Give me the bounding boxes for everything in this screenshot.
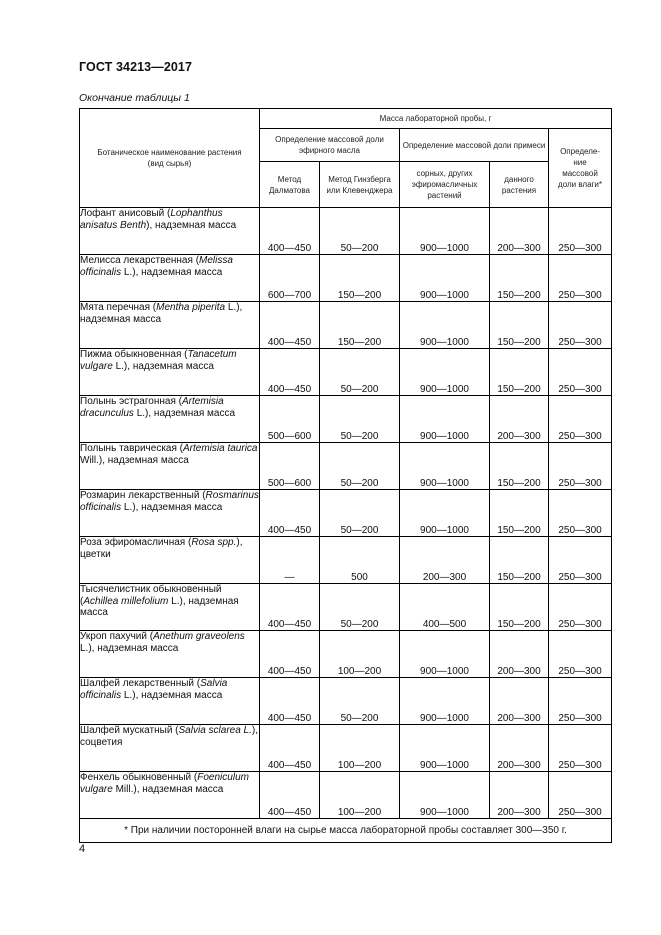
table-row (80, 490, 612, 537)
dalmatov-value: 400—450 (260, 725, 320, 772)
plant-name-text: Шалфей мускатный ( (80, 725, 179, 736)
plant-name-text: Укроп пахучий ( (80, 631, 154, 642)
plant-name-text: L.), надземная масса (133, 407, 236, 419)
same-plant-value: 150—200 (490, 302, 549, 349)
weed-impurity-value: 900—1000 (400, 208, 490, 255)
header-impurity: Определение массовой доли примеси (400, 129, 549, 162)
moisture-value: 250—300 (549, 349, 612, 396)
plant-name-cell (80, 396, 260, 443)
lab-sample-table (79, 108, 612, 843)
same-plant-value: 200—300 (490, 678, 549, 725)
table-row (80, 584, 612, 631)
table-row (80, 443, 612, 490)
weed-impurity-value: 900—1000 (400, 302, 490, 349)
moisture-value: 250—300 (549, 255, 612, 302)
dalmatov-value: 400—450 (260, 772, 320, 819)
plant-name-text: ), надземная масса (146, 219, 237, 231)
same-plant-value: 200—300 (490, 208, 549, 255)
same-plant-value: 150—200 (490, 443, 549, 490)
plant-name-cell (80, 255, 260, 302)
ginsberg-value: 50—200 (320, 490, 400, 537)
plant-name-cell (80, 631, 260, 678)
table-row (80, 208, 612, 255)
table-row (80, 631, 612, 678)
ginsberg-value: 100—200 (320, 631, 400, 678)
plant-name-text: ), цветки (80, 537, 243, 560)
weed-impurity-value: 900—1000 (400, 725, 490, 772)
plant-name-text: L.), надземная масса (80, 595, 239, 618)
plant-name-text: L.), надземная масса (121, 266, 223, 278)
plant-name-text: Розмарин лекарственный ( (80, 490, 206, 501)
latin-name: Salvia officinalis (80, 678, 228, 701)
header-sample-mass: Массa лабораторной пробы, г (260, 109, 612, 129)
same-plant-value: 200—300 (490, 725, 549, 772)
header-method-dalmatov: Метод Далматова (260, 162, 320, 208)
plant-name-text: L.), надземная масса (121, 501, 223, 513)
header-weed-impurity: сорных, других эфиромасличных растений (400, 162, 490, 208)
plant-name-cell (80, 208, 260, 255)
ginsberg-value: 100—200 (320, 772, 400, 819)
table-row (80, 396, 612, 443)
weed-impurity-value: 200—300 (400, 537, 490, 584)
ginsberg-value: 50—200 (320, 396, 400, 443)
moisture-value: 250—300 (549, 443, 612, 490)
dalmatov-value: — (260, 537, 320, 584)
table-row (80, 537, 612, 584)
moisture-value: 250—300 (549, 302, 612, 349)
header-plant-name: Ботаническое наименование растения (вид сырья) (80, 109, 260, 208)
table-row (80, 678, 612, 725)
plant-name-text: Тысячелистник обыкновенный ( (80, 584, 222, 607)
ginsberg-value: 50—200 (320, 678, 400, 725)
dalmatov-value: 400—450 (260, 490, 320, 537)
plant-name-cell (80, 537, 260, 584)
table-row (80, 255, 612, 302)
moisture-value: 250—300 (549, 678, 612, 725)
moisture-value: 250—300 (549, 584, 612, 631)
latin-name: Artemisia taurica (183, 443, 258, 454)
plant-name-text: L.), надземная масса (121, 689, 223, 701)
plant-name-cell (80, 584, 260, 631)
moisture-value: 250—300 (549, 490, 612, 537)
dalmatov-value: 400—450 (260, 208, 320, 255)
page-number: 4 (79, 843, 86, 855)
latin-name: Tanacetum vulgare (80, 349, 237, 372)
plant-name-text: Фенхель обыкновенный ( (80, 772, 198, 783)
latin-name: Foeniculum vulgare (80, 772, 249, 795)
same-plant-value: 150—200 (490, 584, 549, 631)
ginsberg-value: 50—200 (320, 208, 400, 255)
latin-name: Mentha piperita (156, 302, 226, 313)
ginsberg-value: 150—200 (320, 255, 400, 302)
plant-name-text: Will.), надземная масса (80, 454, 189, 466)
weed-impurity-value: 900—1000 (400, 255, 490, 302)
latin-name: Anethum graveolens (153, 631, 245, 642)
ginsberg-value: 150—200 (320, 302, 400, 349)
plant-name-text: L.), надземная масса (80, 302, 243, 325)
table-row (80, 302, 612, 349)
weed-impurity-value: 900—1000 (400, 349, 490, 396)
latin-name: Lophanthus anisatus Benth (80, 208, 223, 231)
dalmatov-value: 400—450 (260, 302, 320, 349)
weed-impurity-value: 900—1000 (400, 631, 490, 678)
plant-name-text: Мята перечная ( (80, 302, 157, 313)
same-plant-value: 150—200 (490, 255, 549, 302)
plant-name-cell (80, 772, 260, 819)
ginsberg-value: 500 (320, 537, 400, 584)
latin-name: Artemisia dracunculus (80, 396, 224, 419)
plant-name-text: Мелисса лекарственная ( (80, 255, 200, 266)
plant-name-text: Пижма обыкновенная ( (80, 349, 188, 360)
weed-impurity-value: 400—500 (400, 584, 490, 631)
plant-name-cell (80, 725, 260, 772)
ginsberg-value: 50—200 (320, 584, 400, 631)
dalmatov-value: 500—600 (260, 443, 320, 490)
plant-name-text: Шалфей лекарственный ( (80, 678, 201, 689)
moisture-value: 250—300 (549, 396, 612, 443)
table-row (80, 725, 612, 772)
latin-name: Melissa officinalis (80, 255, 233, 278)
plant-name-cell (80, 349, 260, 396)
dalmatov-value: 400—450 (260, 584, 320, 631)
moisture-value: 250—300 (549, 208, 612, 255)
header-same-plant: данного растения (490, 162, 549, 208)
moisture-value: 250—300 (549, 725, 612, 772)
plant-name-cell (80, 302, 260, 349)
plant-name-cell (80, 678, 260, 725)
table-row (80, 349, 612, 396)
latin-name: Rosa spp. (191, 537, 237, 548)
latin-name: Achillea millefolium (83, 595, 169, 607)
plant-name-text: Полынь таврическая ( (80, 443, 184, 454)
header-method-ginsberg: Метод Гинзберга или Клевенджера (320, 162, 400, 208)
weed-impurity-value: 900—1000 (400, 396, 490, 443)
table-caption: Окончание таблицы 1 (79, 92, 190, 104)
dalmatov-value: 400—450 (260, 349, 320, 396)
weed-impurity-value: 900—1000 (400, 772, 490, 819)
ginsberg-value: 50—200 (320, 349, 400, 396)
plant-name-text: Роза эфиромасличная ( (80, 537, 192, 548)
plant-name-cell (80, 443, 260, 490)
plant-name-text: Лофант анисовый ( (80, 208, 171, 219)
document-code: ГОСТ 34213—2017 (79, 60, 193, 74)
header-moisture: Определе-ние массовой доли влаги* (549, 129, 612, 208)
moisture-value: 250—300 (549, 537, 612, 584)
weed-impurity-value: 900—1000 (400, 678, 490, 725)
same-plant-value: 200—300 (490, 772, 549, 819)
moisture-value: 250—300 (549, 631, 612, 678)
table-row (80, 772, 612, 819)
latin-name: Salvia sclarea L. (178, 725, 252, 736)
plant-name-text: L.), надземная масса (112, 360, 214, 372)
dalmatov-value: 400—450 (260, 631, 320, 678)
plant-name-text: Полынь эстрагонная ( (80, 396, 182, 407)
dalmatov-value: 500—600 (260, 396, 320, 443)
plant-name-text: ), соцветия (80, 725, 258, 748)
weed-impurity-value: 900—1000 (400, 443, 490, 490)
header-essential-oil: Определение массовой доли эфирного масла (260, 129, 400, 162)
table-footnote: * При наличии посторонней влаги на сырье масса лабораторной пробы составляет 300—350 г. (80, 819, 612, 843)
plant-name-text: L.), надземная масса (80, 642, 179, 654)
moisture-value: 250—300 (549, 772, 612, 819)
ginsberg-value: 50—200 (320, 443, 400, 490)
weed-impurity-value: 900—1000 (400, 490, 490, 537)
plant-name-text: Mill.), надземная масса (112, 783, 224, 795)
same-plant-value: 150—200 (490, 490, 549, 537)
same-plant-value: 150—200 (490, 537, 549, 584)
same-plant-value: 200—300 (490, 631, 549, 678)
same-plant-value: 150—200 (490, 349, 549, 396)
plant-name-cell (80, 490, 260, 537)
ginsberg-value: 100—200 (320, 725, 400, 772)
same-plant-value: 200—300 (490, 396, 549, 443)
dalmatov-value: 400—450 (260, 678, 320, 725)
latin-name: Rosmarinus officinalis (80, 490, 259, 513)
dalmatov-value: 600—700 (260, 255, 320, 302)
